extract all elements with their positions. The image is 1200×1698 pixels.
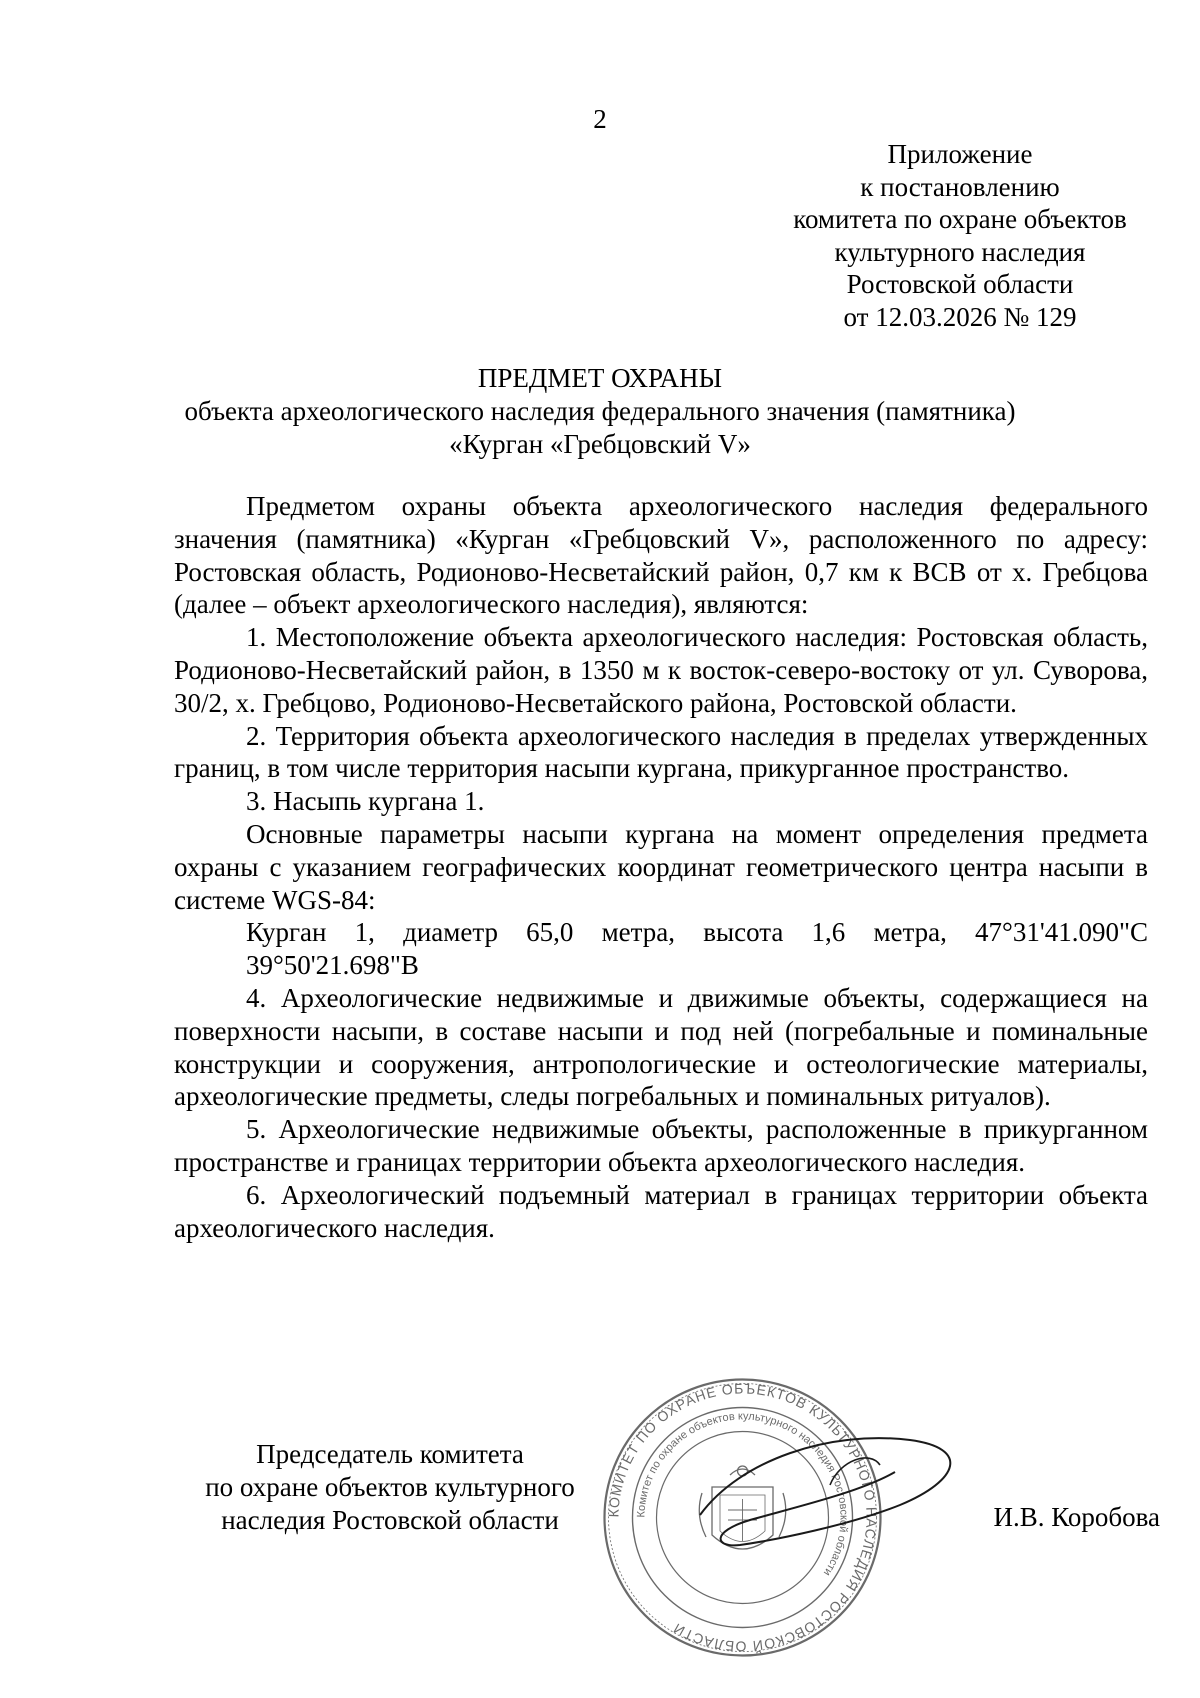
item-1-location: 1. Местоположение объекта археологического наследия: Ростовская область, Родионово-Несветайский район, в 1350 м к восток-северо-востоку от ул. Суворова, 30/2, х. Гребцово, Родионово-Несветайского района, Ростовской области. (174, 622, 1148, 718)
signatory-name: И.В. Коробова (993, 1502, 1160, 1532)
intro-paragraph: Предметом охраны объекта археологического наследия федерального значения (памятника) «Курган «Гребцовский V», расположенного по адресу: Ростовская область, Родионово-Несветайский район, 0,7 км к ВСВ от х. Гребцова (далее – объект археологического наследия), являются: (174, 491, 1148, 620)
document-body (174, 490, 1148, 1244)
appendix-date-number: от 12.03.2026 № 129 (843, 301, 1077, 332)
page-number: 2 (593, 104, 607, 134)
appendix-header (700, 138, 1200, 334)
handwritten-signature (680, 1420, 980, 1600)
appendix-line: Ростовской области (846, 269, 1074, 300)
signatory-position (180, 1438, 600, 1537)
seal-inner-text: Комитет по охране объектов культурного наследия Ростовской области (635, 1410, 850, 1578)
item-6-surface-material: 6. Археологический подъемный материал в границах территории объекта археологического наследия. (174, 1179, 1148, 1243)
appendix-line: к постановлению (860, 171, 1060, 202)
appendix-line: культурного наследия (834, 236, 1086, 267)
item-2-territory: 2. Территория объекта археологического наследия в пределах утвержденных границ, в том числе территория насыпи кургана, прикурганное пространство. (174, 720, 1148, 784)
item-4-objects: 4. Археологические недвижимые и движимые объекты, содержащиеся на поверхности насыпи, в составе насыпи и под ней (погребальные и поминальные конструкции и сооружения, антропологические и остеологические материалы, археологические предметы, следы погребальных и поминальных ритуалов). (174, 982, 1148, 1112)
title-object-name: «Курган «Гребцовский V» (449, 429, 751, 459)
mound-parameters-intro: Основные параметры насыпи кургана на момент определения предмета охраны с указанием географических координат геометрического центра насыпи в системе WGS-84: (174, 818, 1148, 915)
title-heading: ПРЕДМЕТ ОХРАНЫ (477, 363, 723, 393)
document-title (0, 362, 1200, 461)
mound-coordinates: Курган 1, диаметр 65,0 метра, высота 1,6 метра, 47°31'41.090"С 39°50'21.698"В (246, 917, 1148, 981)
seal-outer-text: КОМИТЕТ ПО ОХРАНЕ ОБЪЕКТОВ КУЛЬТУРНОГО НАСЛЕДИЯ РОСТОВСКОЙ ОБЛАСТИ (605, 1380, 880, 1655)
position-line: Председатель комитета (256, 1439, 524, 1469)
item-3-mound: 3. Насыпь кургана 1. (246, 786, 485, 817)
position-line: наследия Ростовской области (221, 1505, 559, 1535)
appendix-line: комитета по охране объектов (793, 204, 1127, 235)
position-line: по охране объектов культурного (205, 1472, 575, 1502)
item-5-immovable-objects: 5. Археологические недвижимые объекты, расположенные в прикурганном пространстве и границах территории объекта археологического наследия. (174, 1114, 1148, 1177)
appendix-line: Приложение (887, 139, 1033, 169)
title-subheading: объекта археологического наследия федерального значения (памятника) (184, 396, 1016, 426)
